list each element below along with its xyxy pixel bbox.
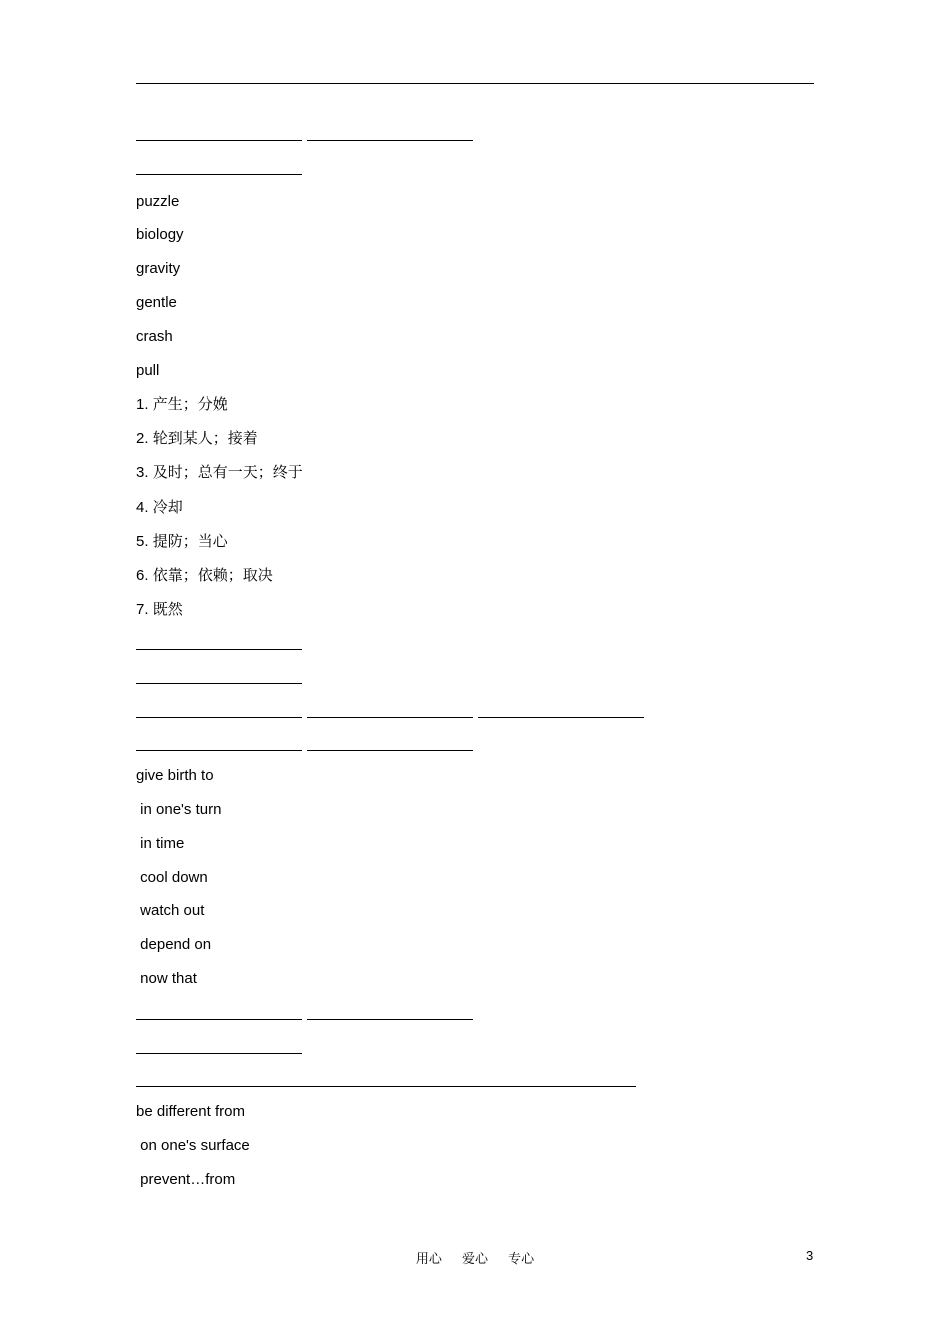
answer-phrase: depend on <box>136 936 212 953</box>
answer-phrase: give birth to <box>136 767 214 784</box>
header-rule <box>136 83 814 84</box>
answer-blank[interactable] <box>136 1053 302 1054</box>
phrase-number: 6. <box>136 567 149 584</box>
answer-blank[interactable] <box>136 140 302 141</box>
answer-phrase: in one's turn <box>136 801 222 818</box>
answer-phrase: cool down <box>136 869 208 886</box>
vocab-word: gravity <box>136 260 181 277</box>
vocab-word: biology <box>136 226 184 243</box>
phrase-meaning: 依靠；依赖；取决 <box>152 566 273 584</box>
blank-row <box>136 1037 307 1057</box>
blank-row <box>136 701 649 721</box>
phrase-item <box>136 599 183 620</box>
answer-blank[interactable] <box>136 683 302 684</box>
answer-blank[interactable] <box>307 717 473 718</box>
answer-phrase: watch out <box>136 902 205 919</box>
answer-phrase: prevent…from <box>136 1171 236 1188</box>
page-number: 3 <box>806 1248 814 1263</box>
blank-row <box>136 1003 478 1023</box>
answer-blank[interactable] <box>307 1019 473 1020</box>
answer-blank[interactable] <box>136 750 302 751</box>
phrase-meaning: 冷却 <box>152 498 183 516</box>
answer-phrase: on one's surface <box>136 1137 250 1154</box>
answer-phrase: be different from <box>136 1103 245 1120</box>
phrase-number: 3. <box>136 464 149 481</box>
phrase-item <box>136 428 258 449</box>
phrase-item <box>136 565 273 586</box>
phrase-number: 2. <box>136 430 149 447</box>
phrase-number: 5. <box>136 533 149 550</box>
phrase-item <box>136 394 228 415</box>
phrase-meaning: 产生；分娩 <box>152 395 228 413</box>
vocab-word: pull <box>136 362 160 379</box>
phrase-item <box>136 497 183 518</box>
vocab-word: crash <box>136 328 173 345</box>
blank-row <box>136 158 307 178</box>
blank-row <box>136 1070 641 1090</box>
answer-blank[interactable] <box>136 1019 302 1020</box>
blank-row <box>136 633 307 653</box>
phrase-meaning: 既然 <box>152 600 183 618</box>
answer-blank[interactable] <box>307 140 473 141</box>
phrase-number: 7. <box>136 601 149 618</box>
footer-part: 专心 <box>508 1252 535 1267</box>
phrase-meaning: 及时；总有一天；终于 <box>152 463 303 481</box>
answer-phrase: now that <box>136 970 197 987</box>
answer-blank[interactable] <box>136 717 302 718</box>
phrase-meaning: 轮到某人；接着 <box>152 429 258 447</box>
footer-part: 爱心 <box>461 1252 488 1267</box>
blank-row <box>136 734 478 754</box>
phrase-meaning: 提防；当心 <box>152 532 228 550</box>
phrase-item <box>136 531 228 552</box>
answer-blank-long[interactable] <box>136 1086 636 1087</box>
vocab-word: puzzle <box>136 193 180 210</box>
answer-blank[interactable] <box>136 174 302 175</box>
answer-blank[interactable] <box>478 717 644 718</box>
vocab-word: gentle <box>136 294 177 311</box>
phrase-item <box>136 462 303 483</box>
footer-part: 用心 <box>415 1252 442 1267</box>
answer-phrase: in time <box>136 835 185 852</box>
answer-blank[interactable] <box>136 649 302 650</box>
blank-row <box>136 124 478 144</box>
phrase-number: 4. <box>136 499 149 516</box>
answer-blank[interactable] <box>307 750 473 751</box>
phrase-number: 1. <box>136 396 149 413</box>
blank-row <box>136 667 307 687</box>
